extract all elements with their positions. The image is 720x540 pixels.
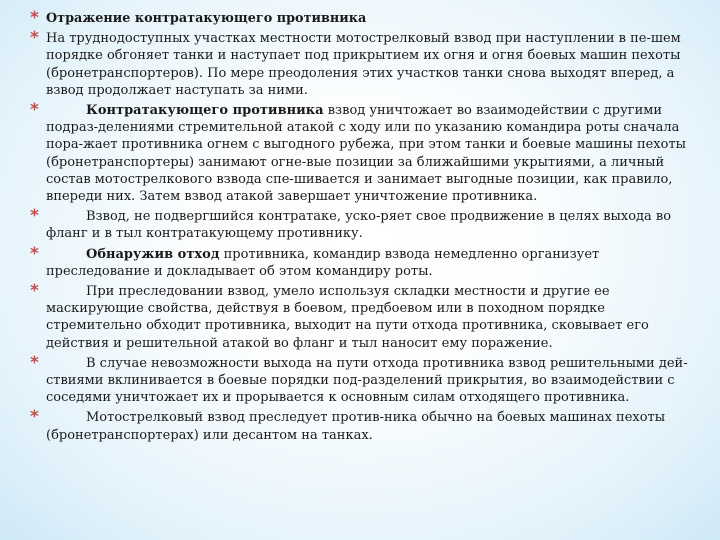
bullet-marker: * [30,28,39,49]
bullet-item-4 [30,243,700,280]
bullet-item-3 [30,208,700,242]
slide-title-item [30,10,700,27]
bullet-bold: Контратакующего противника [86,103,324,119]
bullet-list [30,10,700,444]
bullet-item-2 [30,102,700,205]
bullet-marker: * [30,8,39,28]
bullet-text: Взвод, не подвергшийся контратаке, уско-ряет свое продвижение в целях выхода во фланг и в тыл контратакующему противнику. [46,209,672,242]
bullet-marker: * [30,281,39,302]
bullet-text: Мотострелковый взвод преследует против-ника обычно на боевых машинах пехоты (бронетранспортерах) или десантом на танках. [46,410,666,443]
bullet-item-7 [30,409,700,443]
bullet-marker: * [30,206,39,227]
bullet-item-5 [30,283,700,352]
bullet-text: На труднодоступных участках местности мотострелковый взвод при наступлении в пе-шем порядке обгоняет танки и наступает под прикрытием их огня и огня боевых машин пехоты (бронетранспортеров). По мере преодоления этих участков танки снова выходят вперед, а взвод продолжает наступать за ними. [46,31,681,98]
bullet-bold: Обнаружив отход [86,246,220,262]
bullet-marker: * [30,243,39,264]
bullet-text: В случае невозможности выхода на пути отхода противника взвод решительными дей-ствиями вклинивается в боевые порядки под-разделений прикрытия, во взаимодействии с соседями уничтожает их и прорывается к основным силам отходящего противника. [46,355,688,406]
slide-title: Отражение контратакующего противника [46,11,367,26]
bullet-item-1 [30,30,700,99]
bullet-marker: * [30,407,39,428]
bullet-text: противника, командир взвода немедленно организует преследование и докладывает об этом командиру роты. [46,246,600,279]
bullet-text: взвод уничтожает во взаимодействии с другими подраз-делениями стремительной атакой с ходу или по указанию командира роты сначала пора-жает противника огнем с выгодного рубежа, при этом танки и боевые машины пехоты (бронетранспортеры) занимают огне-вые позиции за ближайшими укрытиями, а личный состав мотострелкового взвода спе-шивается и занимает выгодные позиции, как правило, впереди них. Затем взвод атакой завершает уничтожение противника. [46,103,686,205]
bullet-marker: * [30,100,39,121]
bullet-text: При преследовании взвод, умело используя складки местности и другие ее маскирующие свойства, действуя в боевом, предбоевом или в походном порядке стремительно обходит противника, выходит на пути отхода противника, сковывает его действия и решительной атакой во фланг и тыл наносит ему поражение. [46,284,649,351]
bullet-marker: * [30,352,39,373]
bullet-item-6 [30,352,700,407]
